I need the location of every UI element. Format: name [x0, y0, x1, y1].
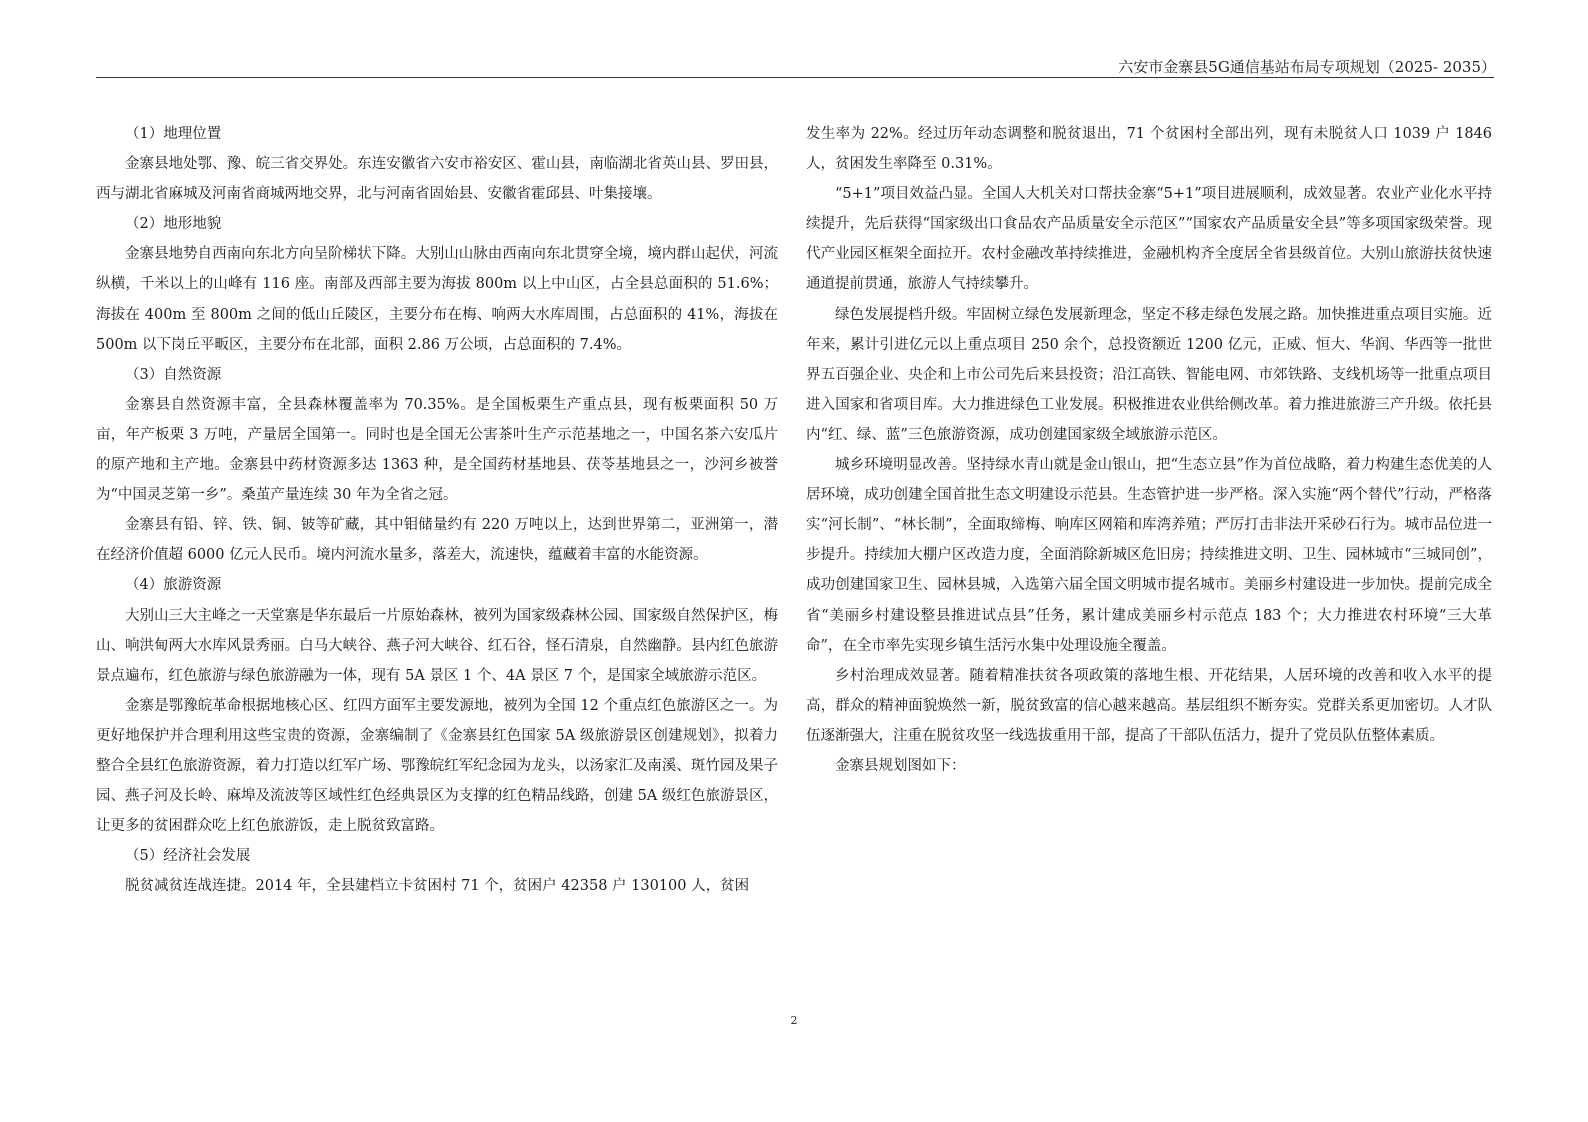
paragraph-green-development: 绿色发展提档升级。牢固树立绿色发展新理念，坚定不移走绿色发展之路。加快推进重点项目实施。近年来，累计引进亿元以上重点项目 250 余个，总投资额近 1200 亿元，正威、恒大、华润、华西等一批世界五百强企业、央企和上市公司先后来县投资；沿江高铁、智能电网、市郊铁路、支线机场等一批重点项目进入国家和省项目库。大力推进绿色工业发展。积极推进农业供给侧改革。着力推进旅游三产升级。依托县内“红、绿、蓝”三色旅游资源，成功创建国家级全域旅游示范区。: [806, 306, 1492, 443]
left-column: [96, 119, 778, 901]
paragraph-tourism: 大别山三大主峰之一天堂寨是华东最后一片原始森林，被列为国家级森林公园、国家级自然保护区，梅山、响洪甸两大水库风景秀丽。白马大峡谷、燕子河大峡谷、红石谷，怪石清泉，自然幽静。县内红色旅游景点遍布，红色旅游与绿色旅游融为一体，现有 5A 景区 1 个、4A 景区 7 个，是国家全域旅游示范区。: [96, 607, 778, 684]
paragraph-urban-rural-environment: 城乡环境明显改善。坚持绿水青山就是金山银山，把“生态立县”作为首位战略，着力构建生态优美的人居环境，成功创建全国首批生态文明建设示范县。生态管护进一步严格。深入实施“两个替代”行动，严格落实“河长制”、“林长制”，全面取缔梅、响库区网箱和库湾养殖；严厉打击非法开采砂石行为。城市品位进一步提升。持续加大棚户区改造力度，全面消除新城区危旧房；持续推进文明、卫生、园林城市“三城同创”，成功创建国家卫生、园林县城，入选第六届全国文明城市提名城市。美丽乡村建设进一步加快。提前完成全省“美丽乡村建设整县推进试点县”任务，累计建成美丽乡村示范点 183 个；大力推进农村环境“三大革命”，在全市率先实现乡镇生活污水集中处理设施全覆盖。: [806, 457, 1492, 654]
header-rule: [96, 77, 1494, 78]
paragraph-poverty-start: 脱贫减贫连战连捷。2014 年，全县建档立卡贫困村 71 个，贫困户 42358 户 130100 人，贫困: [125, 878, 750, 895]
paragraph-natural-resources: 金寨县自然资源丰富，全县森林覆盖率为 70.35%。是全国板栗生产重点县，现有板栗面积 50 万亩，年产板栗 3 万吨，产量居全国第一。同时也是全国无公害茶叶生产示范基地之一，中国名茶六安瓜片的原产地和主产地。金寨县中药材资源多达 1363 种，是全国药材基地县、茯苓基地县之一，沙河乡被誉为“中国灵芝第一乡”。桑茧产量连续 30 年为全省之冠。: [96, 396, 778, 504]
header-title: 六安市金寨县5G通信基站布局专项规划（2025- 2035）: [1118, 58, 1496, 76]
section-heading-tourism: （4）旅游资源: [125, 577, 222, 594]
paragraph-location: 金寨县地处鄂、豫、皖三省交界处。东连安徽省六安市裕安区、霍山县，南临湖北省英山县、罗田县，西与湖北省麻城及河南省商城两地交界，北与河南省固始县、安徽省霍邱县、叶集接壤。: [96, 156, 778, 203]
paragraph-5plus1-project: “5+1”项目效益凸显。全国人大机关对口帮扶金寨“5+1”项目进展顺利，成效显著。农业产业化水平持续提升，先后获得“国家级出口食品农产品质量安全示范区”“国家农产品质量安全县”等多项国家级荣誉。现代产业园区框架全面拉开。农村金融改革持续推进，金融机构齐全度居全省县级首位。大别山旅游扶贫快速通道提前贯通，旅游人气持续攀升。: [806, 186, 1492, 293]
section-heading-terrain: （2）地形地貌: [125, 216, 222, 233]
right-column: [806, 119, 1492, 781]
section-heading-economy: （5）经济社会发展: [125, 848, 251, 865]
paragraph-red-tourism: 金寨是鄂豫皖革命根据地核心区、红四方面军主要发源地，被列为全国 12 个重点红色旅游区之一。为更好地保护并合理利用这些宝贵的资源，金寨编制了《金寨县红色国家 5A 级旅游景区创建规划》，拟着力整合全县红色旅游资源，着力打造以红军广场、鄂豫皖红军纪念园为龙头，以汤家汇及南溪、斑竹园及果子园、燕子河及长岭、麻埠及流波等区域性红色经典景区为支撑的红色精品线路，创建 5A 级红色旅游景区，让更多的贫困群众吃上红色旅游饭，走上脱贫致富路。: [96, 697, 778, 835]
page-number: 2: [790, 1014, 798, 1027]
section-heading-natural-resources: （3）自然资源: [125, 366, 222, 383]
paragraph-mineral-resources: 金寨县有铅、锌、铁、铜、铍等矿藏，其中钼储量约有 220 万吨以上，达到世界第二，亚洲第一，潜在经济价值超 6000 亿元人民币。境内河流水量多，落差大，流速快，蕴藏着丰富的水能资源。: [96, 517, 778, 564]
paragraph-terrain: 金寨县地势自西南向东北方向呈阶梯状下降。大别山山脉由西南向东北贯穿全境，境内群山起伏，河流纵横，千米以上的山峰有 116 座。南部及西部主要为海拔 800m 以上中山区，占全县总面积的 51.6%；海拔在 400m 至 800m 之间的低山丘陵区，主要分布在梅、响两大水库周围，占总面积的 41%，海拔在 500m 以下岗丘平畈区，主要分布在北部，面积 2.86 万公顷，占总面积的 7.4%。: [96, 246, 778, 353]
section-heading-location: （1）地理位置: [125, 126, 222, 142]
paragraph-rural-governance: 乡村治理成效显著。随着精准扶贫各项政策的落地生根、开花结果，人居环境的改善和收入水平的提高，群众的精神面貌焕然一新，脱贫致富的信心越来越高。基层组织不断夯实。党群关系更加密切。人才队伍逐渐强大，注重在脱贫攻坚一线选拔重用干部，提高了干部队伍活力，提升了党员队伍整体素质。: [806, 667, 1492, 744]
paragraph-poverty-continued: 发生率为 22%。经过历年动态调整和脱贫退出，71 个贫困村全部出列，现有未脱贫人口 1039 户 1846 人，贫困发生率降至 0.31%。: [806, 126, 1492, 173]
paragraph-plan-map-intro: 金寨县规划图如下：: [835, 757, 966, 774]
